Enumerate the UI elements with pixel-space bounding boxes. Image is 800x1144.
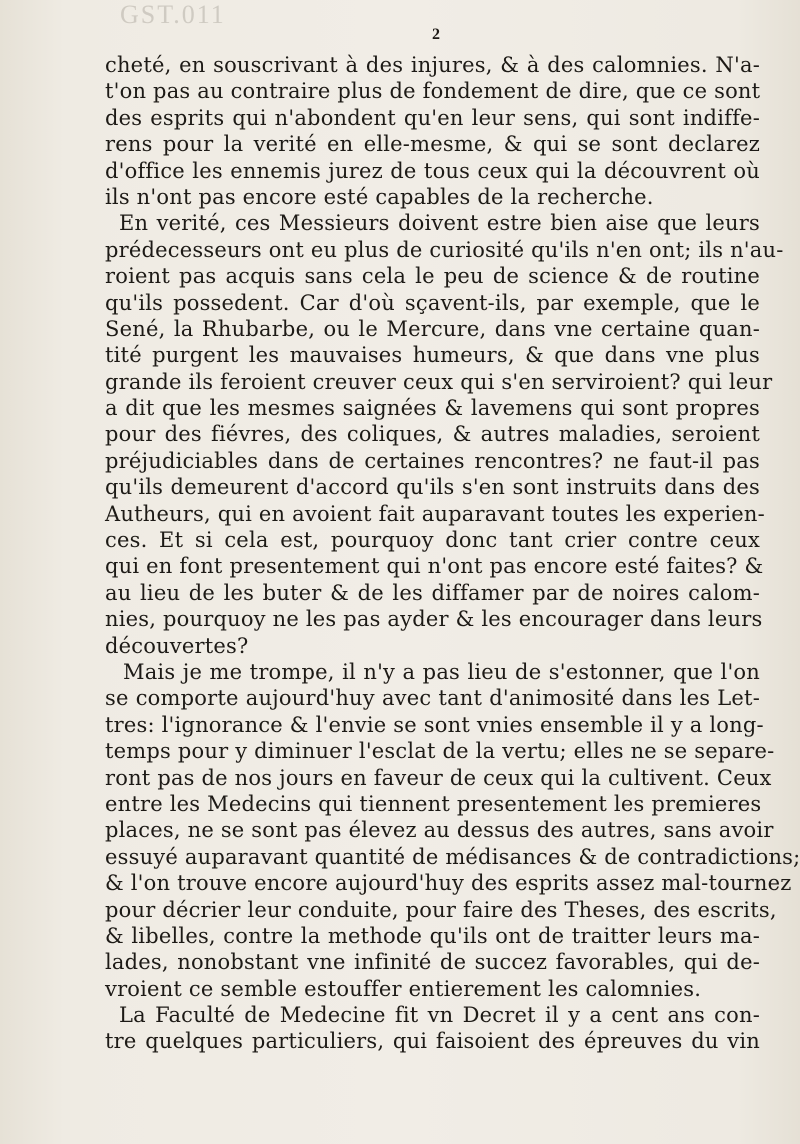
text-line: & libelles, contre la methode qu'ils ont de traitter leurs ma-: [105, 923, 760, 948]
body-text: [105, 52, 800, 1055]
text-line: qu'ils possedent. Car d'où sçavent-ils, par exemple, que le: [105, 290, 760, 315]
text-line: tres: l'ignorance & l'envie se sont vnies ensemble il y a long-: [105, 712, 764, 737]
text-line: au lieu de les buter & de les diffamer par de noires calom-: [105, 580, 760, 605]
text-line: vroient ce semble estouffer entierement les calomnies.: [105, 976, 702, 1001]
text-line: tre quelques particuliers, qui faisoient des épreuves du vin: [105, 1029, 760, 1054]
paragraph-start-line: Mais je me trompe, il n'y a pas lieu de s'estonner, que l'on: [123, 659, 760, 684]
text-line: Sené, la Rhubarbe, ou le Mercure, dans vne certaine quan-: [105, 316, 760, 341]
text-line: qu'ils demeurent d'accord qu'ils s'en sont instruits dans des: [105, 475, 760, 500]
paragraph-start-line: La Faculté de Medecine fit vn Decret il y a cent ans con-: [119, 1003, 760, 1028]
library-stamp: GST.011: [120, 0, 226, 29]
text-line: pour décrier leur conduite, pour faire des Theses, des escrits,: [105, 897, 777, 922]
text-line: lades, nonobstant vne infinité de succez favorables, qui de-: [105, 950, 760, 975]
text-line: se comporte aujourd'huy avec tant d'animosité dans les Let-: [105, 686, 760, 711]
text-line: places, ne se sont pas élevez au dessus des autres, sans avoir: [105, 818, 774, 843]
text-line: des esprits qui n'abondent qu'en leur sens, qui sont indiffe-: [105, 105, 760, 130]
text-line: préjudiciables dans de certaines rencontres? ne faut-il pas: [105, 448, 760, 473]
text-line: ces. Et si cela est, pourquoy donc tant crier contre ceux: [105, 528, 760, 553]
text-line: prédecesseurs ont eu plus de curiosité qu'ils n'en ont; ils n'au-: [105, 237, 784, 262]
text-line: tité purgent les mauvaises humeurs, & que dans vne plus: [105, 343, 760, 368]
text-line: rens pour la verité en elle-mesme, & qui se sont declarez: [105, 132, 760, 157]
text-line: d'office les ennemis jurez de tous ceux qui la découvrent où: [105, 158, 760, 183]
text-line: pour des fiévres, des coliques, & autres maladies, seroient: [105, 422, 760, 447]
text-line: nies, pourquoy ne les pas ayder & les encourager dans leurs: [105, 607, 763, 632]
page-number: 2: [432, 26, 440, 43]
text-line: découvertes?: [105, 633, 249, 658]
text-line: grande ils feroient creuver ceux qui s'en serviroient? qui leur: [105, 369, 773, 394]
text-line: cheté, en souscrivant à des injures, & à des calomnies. N'a-: [105, 53, 760, 77]
text-line: essuyé auparavant quantité de médisances & de contradictions;: [105, 844, 800, 869]
text-line: qui en font presentement qui n'ont pas encore esté faites? &: [105, 554, 764, 579]
text-line: ront pas de nos jours en faveur de ceux qui la cultivent. Ceux: [105, 765, 772, 790]
text-line: & l'on trouve encore aujourd'huy des esprits assez mal-tournez: [105, 871, 792, 896]
text-line: ils n'ont pas encore esté capables de la recherche.: [105, 184, 654, 209]
text-line: entre les Medecins qui tiennent presentement les premieres: [105, 791, 762, 816]
text-line: roient pas acquis sans cela le peu de science & de routine: [105, 264, 760, 289]
paragraph-start-line: En verité, ces Messieurs doivent estre bien aise que leurs: [119, 211, 760, 236]
text-line: a dit que les mesmes saignées & lavemens qui sont propres: [105, 396, 760, 421]
text-line: t'on pas au contraire plus de fondement de dire, que ce sont: [105, 79, 761, 104]
text-line: Autheurs, qui en avoient fait auparavant toutes les experien-: [105, 501, 765, 526]
text-line: temps pour y diminuer l'esclat de la vertu; elles ne se separe-: [105, 739, 775, 764]
